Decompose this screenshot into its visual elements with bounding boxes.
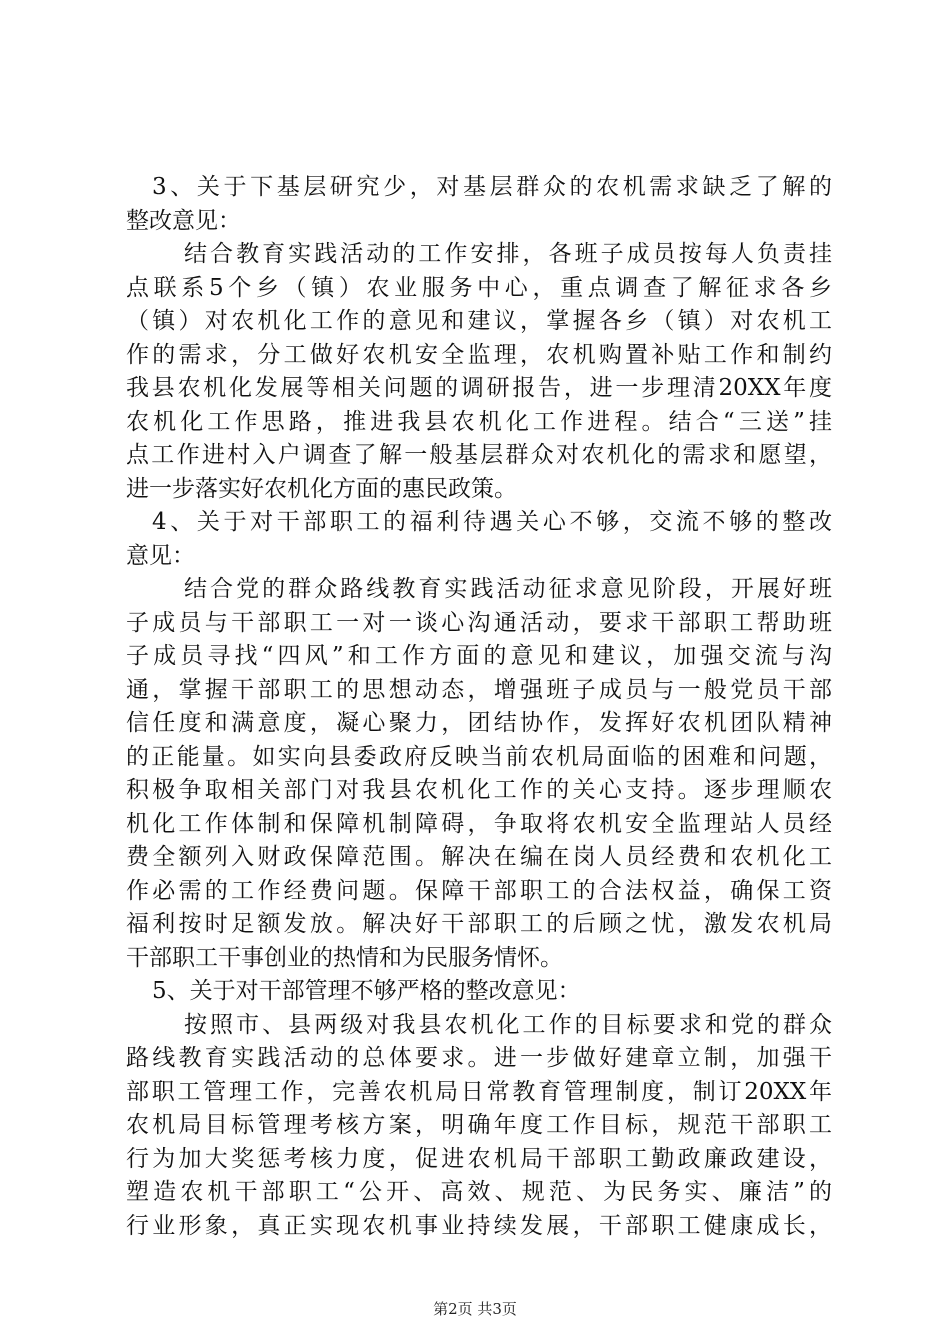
body-text-line: 子成员与干部职工一对一谈心沟通活动，要求干部职工帮助班: [126, 609, 832, 636]
body-text-line: 整改意见：: [126, 207, 241, 234]
body-text-line: 费全额列入财政保障范围。解决在编在岗人员经费和农机化工: [126, 844, 832, 870]
body-text-line: 农机局目标管理考核方案，明确年度工作目标，规范干部职工: [126, 1112, 832, 1138]
body-text-line: 的正能量。如实向县委政府反映当前农机局面临的困难和问题，: [126, 743, 832, 770]
body-text-line: 作必需的工作经费问题。保障干部职工的合法权益，确保工资: [126, 877, 832, 904]
body-text-line: 通，掌握干部职工的思想动态，增强班子成员与一般党员干部: [126, 676, 832, 703]
body-text-line: （镇）对农机化工作的意见和建议，掌握各乡（镇）对农机工: [126, 308, 832, 334]
body-text-line: 行为加大奖惩考核力度，促进农机局干部职工勤政廉政建设，: [126, 1145, 832, 1172]
body-text-line: 按照市、县两级对我县农机化工作的目标要求和党的群众: [184, 1011, 832, 1038]
body-text-line: 干部职工干事创业的热情和为民服务情怀。: [126, 944, 563, 971]
body-text-line: 点工作进村入户调查了解一般基层群众对农机化的需求和愿望，: [126, 442, 832, 468]
body-text-line: 结合党的群众路线教育实践活动征求意见阶段，开展好班: [184, 576, 832, 602]
body-text-line: 塑造农机干部职工“公开、高效、规范、为民务实、廉洁”的: [126, 1179, 832, 1205]
body-text-line: 积极争取相关部门对我县农机化工作的关心支持。逐步理顺农: [126, 777, 832, 803]
body-text-line: 点联系5个乡（镇）农业服务中心，重点调查了解征求各乡: [126, 274, 832, 301]
body-text-line: 5、关于对干部管理不够严格的整改意见：: [152, 978, 581, 1004]
body-text-line: 4、关于对干部职工的福利待遇关心不够，交流不够的整改: [152, 509, 832, 535]
body-text-line: 路线教育实践活动的总体要求。进一步做好建章立制，加强干: [126, 1045, 832, 1071]
body-text-line: 农机化工作思路，推进我县农机化工作进程。结合“三送”挂: [126, 408, 832, 435]
body-text-line: 进一步落实好农机化方面的惠民政策。: [126, 475, 517, 502]
body-text-line: 子成员寻找“四风”和工作方面的意见和建议，加强交流与沟: [126, 643, 832, 669]
body-text-line: 结合教育实践活动的工作安排，各班子成员按每人负责挂: [184, 241, 832, 267]
body-text-line: 信任度和满意度，凝心聚力，团结协作，发挥好农机团队精神: [126, 710, 832, 736]
body-text-line: 福利按时足额发放。解决好干部职工的后顾之忧，激发农机局: [126, 911, 832, 937]
body-text-line: 意见：: [126, 542, 195, 569]
body-text-line: 机化工作体制和保障机制障碍，争取将农机安全监理站人员经: [126, 810, 832, 837]
body-text-line: 部职工管理工作，完善农机局日常教育管理制度，制订20XX年: [126, 1078, 832, 1105]
page-number-footer: 第2页 共3页: [433, 1300, 517, 1318]
body-text-line: 作的需求，分工做好农机安全监理，农机购置补贴工作和制约: [126, 341, 832, 368]
body-text-line: 我县农机化发展等相关问题的调研报告，进一步理清20XX年度: [126, 375, 832, 401]
document-body: [126, 171, 832, 1243]
body-text-line: 3、关于下基层研究少，对基层群众的农机需求缺乏了解的: [152, 174, 832, 200]
body-text-line: 行业形象，真正实现农机事业持续发展，干部职工健康成长，: [126, 1212, 832, 1239]
